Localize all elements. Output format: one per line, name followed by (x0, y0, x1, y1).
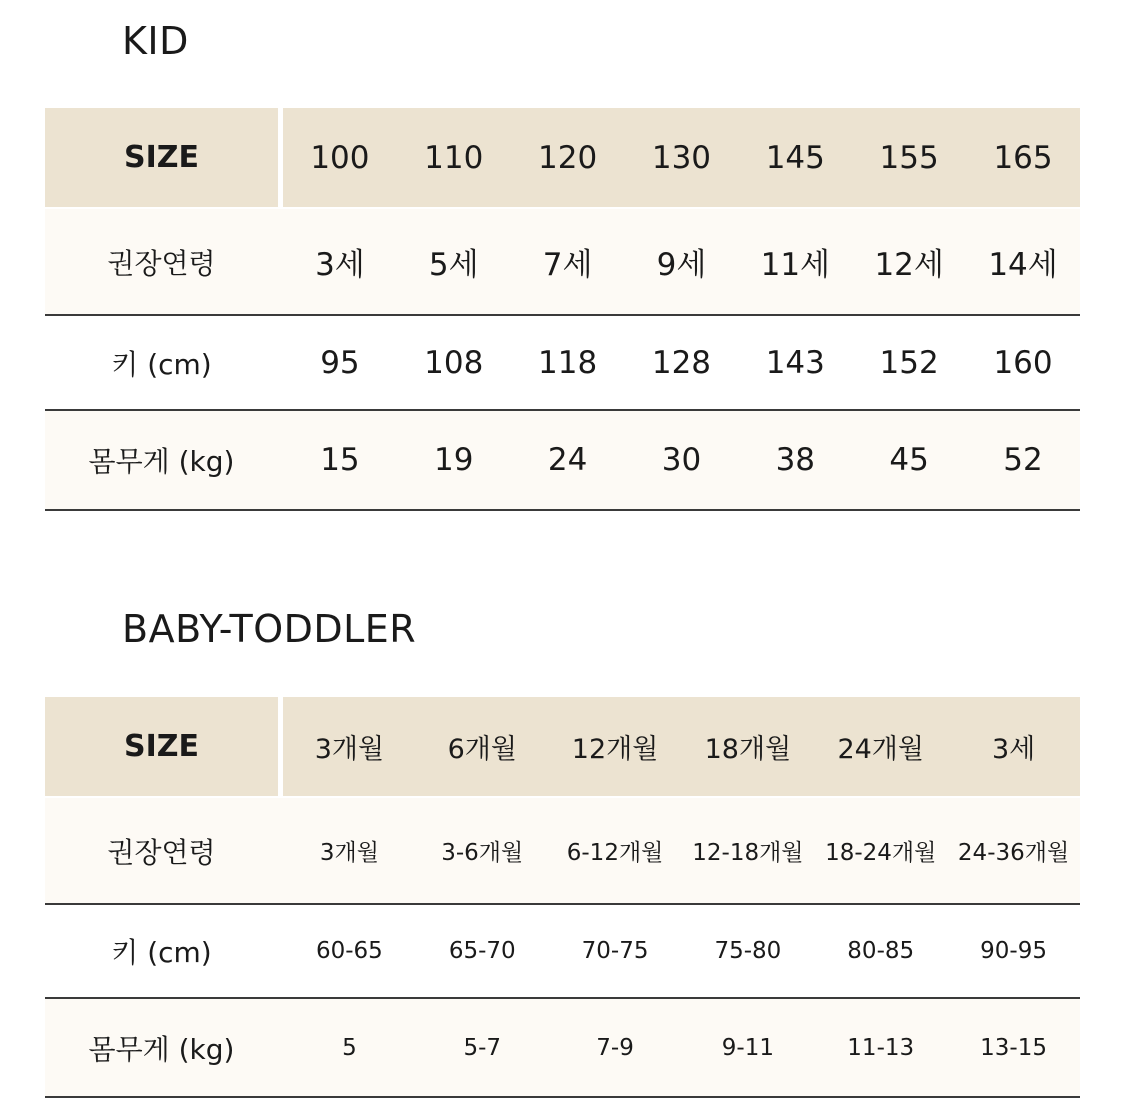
height-cell: 128 (625, 315, 739, 410)
baby-section-title: BABY-TODDLER (122, 607, 417, 651)
height-label: 키 (cm) (45, 904, 278, 998)
height-cell: 70-75 (549, 904, 682, 998)
size-cell: 3세 (947, 697, 1080, 797)
age-cell: 9세 (625, 208, 739, 315)
weight-cell: 24 (511, 410, 625, 510)
size-cell: 100 (283, 108, 397, 208)
height-cell: 75-80 (681, 904, 814, 998)
height-cell: 95 (283, 315, 397, 410)
size-cell: 12개월 (549, 697, 682, 797)
size-cell: 130 (625, 108, 739, 208)
height-cell: 152 (852, 315, 966, 410)
baby-size-table (45, 697, 1080, 1098)
age-cell: 24-36개월 (947, 797, 1080, 904)
kid-height-row (45, 315, 1080, 410)
kid-size-table (45, 108, 1080, 511)
size-cell: 24개월 (814, 697, 947, 797)
height-label: 키 (cm) (45, 315, 278, 410)
weight-cell: 7-9 (549, 998, 682, 1097)
weight-cell: 5 (283, 998, 416, 1097)
age-cell: 11세 (738, 208, 852, 315)
weight-cell: 38 (738, 410, 852, 510)
baby-size-row (45, 697, 1080, 797)
kid-size-row (45, 108, 1080, 208)
height-cell: 108 (397, 315, 511, 410)
height-cell: 90-95 (947, 904, 1080, 998)
age-cell: 12-18개월 (681, 797, 814, 904)
age-label: 권장연령 (45, 208, 278, 315)
weight-cell: 9-11 (681, 998, 814, 1097)
baby-age-row (45, 797, 1080, 904)
height-cell: 80-85 (814, 904, 947, 998)
kid-section-title: KID (122, 19, 189, 63)
size-label: SIZE (45, 108, 278, 208)
weight-cell: 52 (966, 410, 1080, 510)
weight-label: 몸무게 (kg) (45, 998, 278, 1097)
size-cell: 155 (852, 108, 966, 208)
size-cell: 18개월 (681, 697, 814, 797)
height-cell: 65-70 (416, 904, 549, 998)
weight-cell: 45 (852, 410, 966, 510)
age-cell: 12세 (852, 208, 966, 315)
weight-cell: 11-13 (814, 998, 947, 1097)
size-cell: 6개월 (416, 697, 549, 797)
size-cell: 165 (966, 108, 1080, 208)
age-cell: 3개월 (283, 797, 416, 904)
weight-cell: 13-15 (947, 998, 1080, 1097)
age-cell: 14세 (966, 208, 1080, 315)
kid-weight-row (45, 410, 1080, 510)
height-cell: 118 (511, 315, 625, 410)
weight-cell: 19 (397, 410, 511, 510)
baby-weight-row (45, 998, 1080, 1097)
age-cell: 3-6개월 (416, 797, 549, 904)
size-cell: 145 (738, 108, 852, 208)
kid-age-row (45, 208, 1080, 315)
weight-cell: 15 (283, 410, 397, 510)
height-cell: 60-65 (283, 904, 416, 998)
weight-cell: 5-7 (416, 998, 549, 1097)
height-cell: 143 (738, 315, 852, 410)
size-cell: 110 (397, 108, 511, 208)
size-cell: 3개월 (283, 697, 416, 797)
size-label: SIZE (45, 697, 278, 797)
age-cell: 18-24개월 (814, 797, 947, 904)
age-label: 권장연령 (45, 797, 278, 904)
age-cell: 5세 (397, 208, 511, 315)
age-cell: 7세 (511, 208, 625, 315)
age-cell: 3세 (283, 208, 397, 315)
age-cell: 6-12개월 (549, 797, 682, 904)
weight-label: 몸무게 (kg) (45, 410, 278, 510)
size-cell: 120 (511, 108, 625, 208)
baby-height-row (45, 904, 1080, 998)
weight-cell: 30 (625, 410, 739, 510)
height-cell: 160 (966, 315, 1080, 410)
